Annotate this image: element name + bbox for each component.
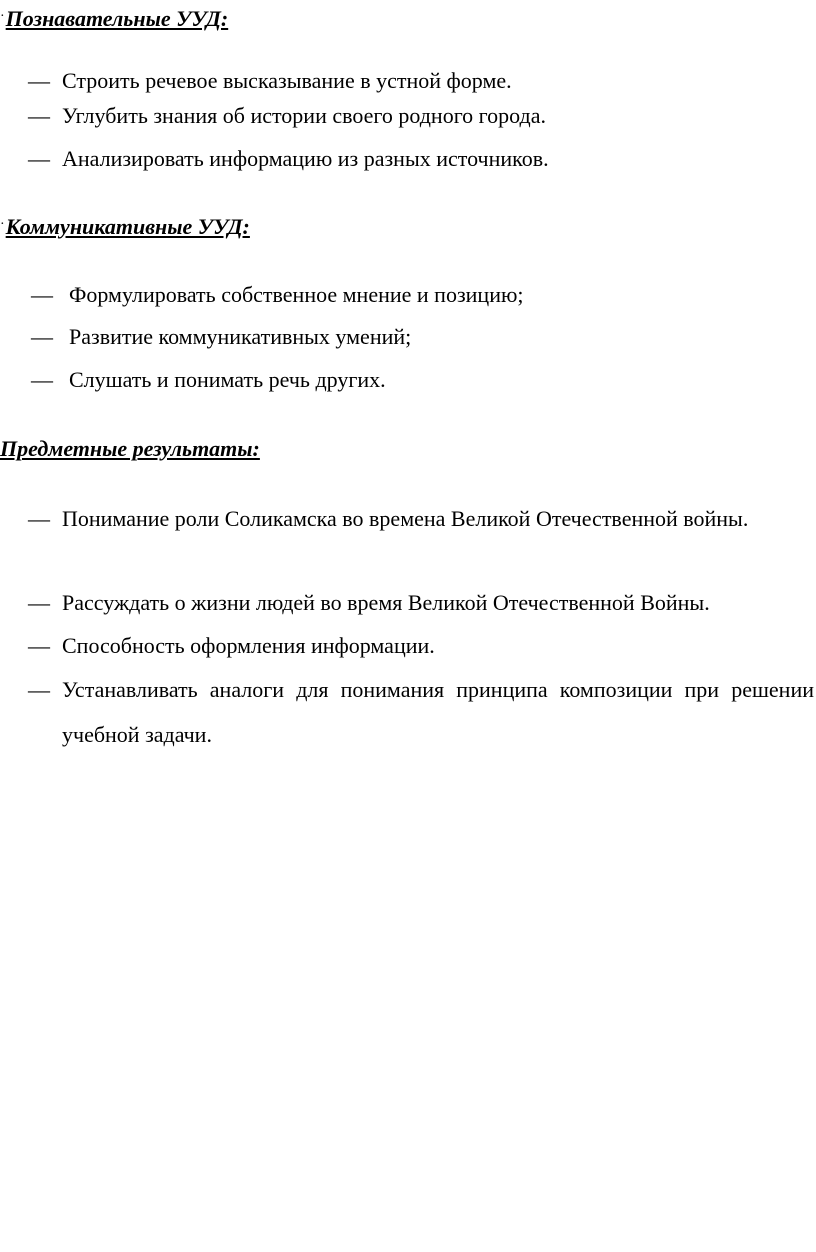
cognitive-heading-text: Познавательные УУД: [5,6,229,31]
dash-marker: — [28,103,50,128]
list-item-text: Слушать и понимать речь других. [69,367,386,392]
communicative-heading [0,212,250,240]
dash-marker: — [31,282,53,307]
bullet-marker: · [0,217,5,232]
list-item-text: Формулировать собственное мнение и позицию; [69,282,524,307]
list-item-text: Строить речевое высказывание в устной форме. [62,68,512,93]
list-item-text: Развитие коммуникативных умений; [69,324,412,349]
list-item-text: Углубить знания об истории своего родного города. [62,103,546,128]
list-item-text: Устанавливать аналоги для понимания принципа композиции при решении учебной задачи. [62,677,814,747]
bullet-marker: · [0,9,5,24]
dash-marker: — [28,677,50,702]
dash-marker: — [28,68,50,93]
list-item-text: Анализировать информацию из разных источников. [62,146,549,171]
list-item-text: Способность оформления информации. [62,633,435,658]
subject-heading [0,436,260,462]
dash-marker: — [28,506,50,531]
dash-marker: — [28,633,50,658]
dash-marker: — [31,324,53,349]
dash-marker: — [31,367,53,392]
communicative-heading-text: Коммуникативные УУД: [5,214,250,239]
dash-marker: — [28,146,50,171]
cognitive-heading [0,4,228,32]
dash-marker: — [28,590,50,615]
list-item-text: Рассуждать о жизни людей во время Великой Отечественной Войны. [62,590,710,615]
list-item-text: Понимание роли Соликамска во времена Великой Отечественной войны. [62,506,749,531]
subject-heading-text: Предметные результаты: [0,436,260,461]
